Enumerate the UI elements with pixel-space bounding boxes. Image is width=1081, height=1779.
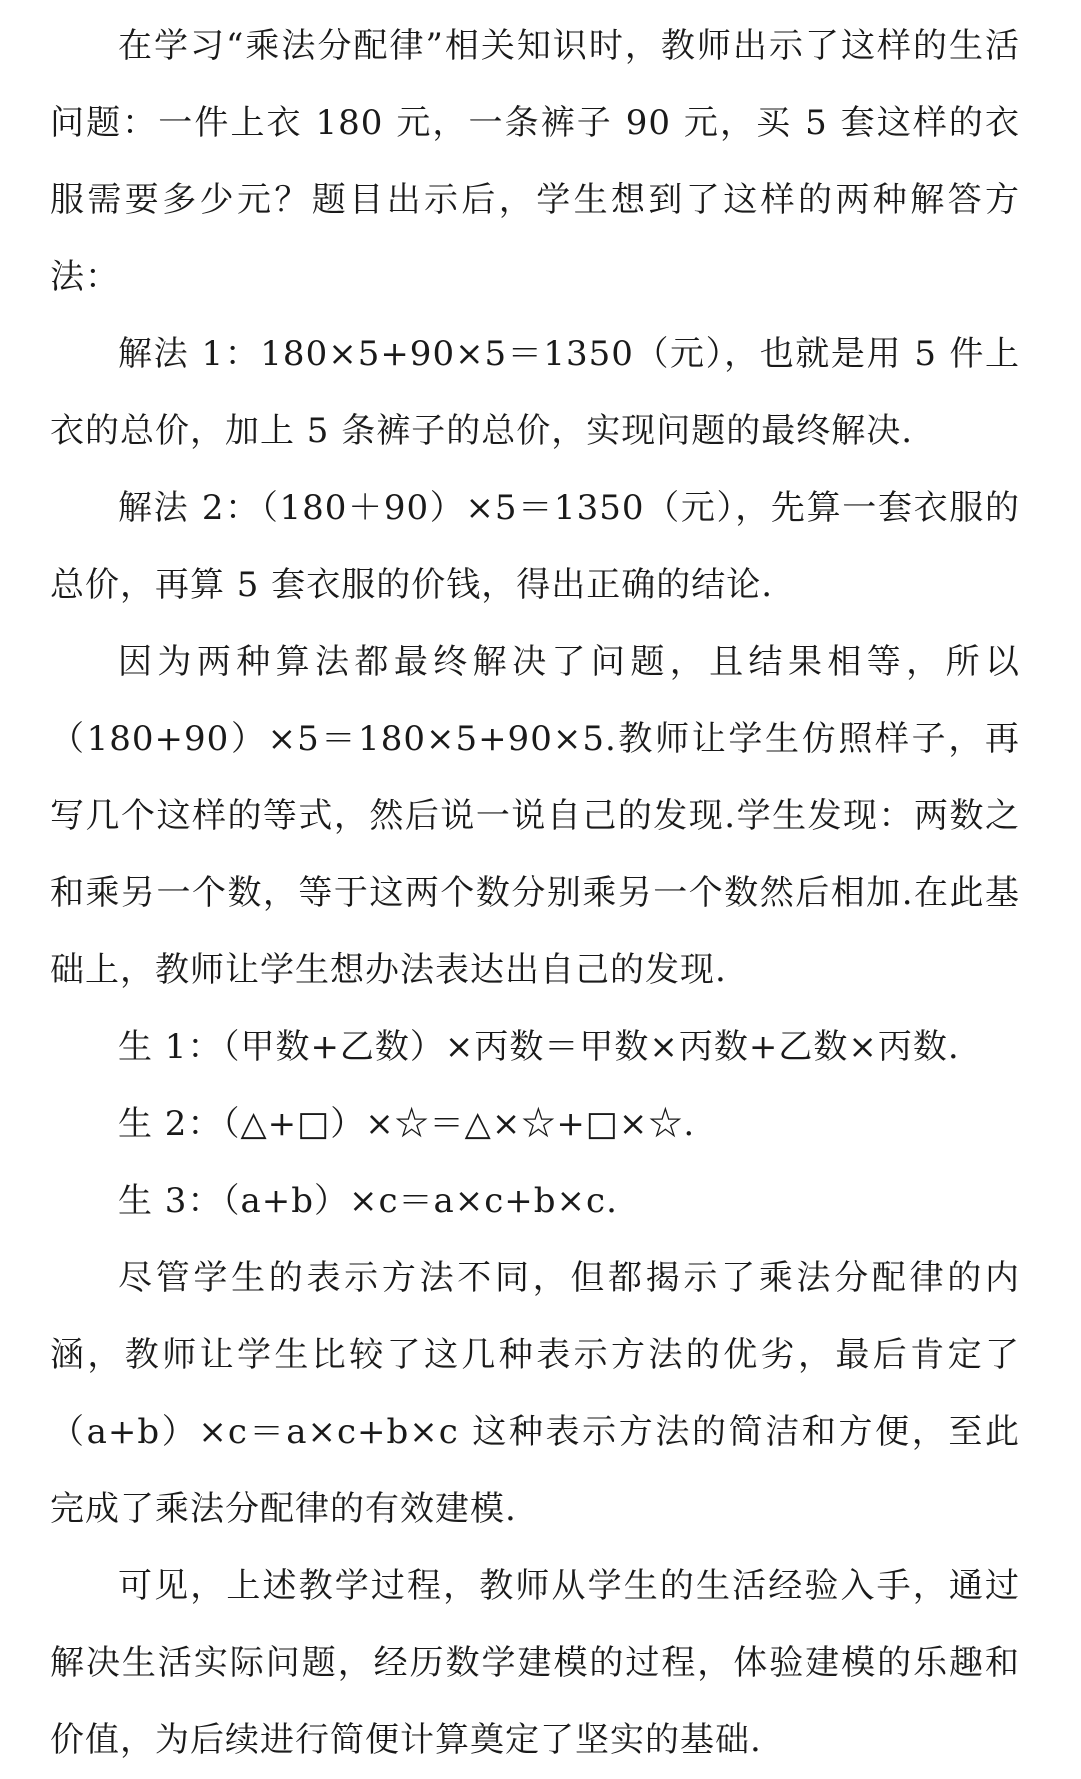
paragraph-conclusion: 可见，上述教学过程，教师从学生的生活经验入手，通过解决生活实际问题，经历数学建模的过程，体验建模的乐趣和价值，为后续进行简便计算奠定了坚实的基础.	[50, 1566, 1020, 1760]
student-1-formula: 生 1：（甲数+乙数）×丙数＝甲数×丙数+乙数×丙数.	[118, 1027, 960, 1067]
paragraph-comparison: 尽管学生的表示方法不同，但都揭示了乘法分配律的内涵，教师让学生比较了这几种表示方法的优劣，最后肯定了（a+b）×c＝a×c+b×c 这种表示方法的简洁和方便，至此完成了乘法分配律的有效建模.	[50, 1258, 1020, 1529]
paragraph-discovery: 因为两种算法都最终解决了问题，且结果相等，所以（180+90）×5＝180×5+90×5.教师让学生仿照样子，再写几个这样的等式，然后说一说自己的发现.学生发现：两数之和乘另一个数，等于这两个数分别乘另一个数然后相加.在此基础上，教师让学生想办法表达出自己的发现.	[50, 642, 1020, 990]
document-page	[50, 8, 1020, 1779]
paragraph-intro: 在学习“乘法分配律”相关知识时，教师出示了这样的生活问题：一件上衣 180 元，一条裤子 90 元，买 5 套这样的衣服需要多少元？题目出示后，学生想到了这样的两种解答方法：	[50, 26, 1020, 297]
paragraph-solution-2: 解法 2：（180＋90）×5＝1350（元），先算一套衣服的总价，再算 5 套衣服的价钱，得出正确的结论.	[50, 488, 1020, 605]
paragraph-solution-1: 解法 1：180×5+90×5＝1350（元），也就是用 5 件上衣的总价，加上 5 条裤子的总价，实现问题的最终解决.	[50, 334, 1020, 451]
student-3-formula: 生 3：（a+b）×c＝a×c+b×c.	[118, 1181, 618, 1221]
student-2-formula: 生 2：（△+□）×☆＝△×☆+□×☆.	[118, 1104, 696, 1144]
